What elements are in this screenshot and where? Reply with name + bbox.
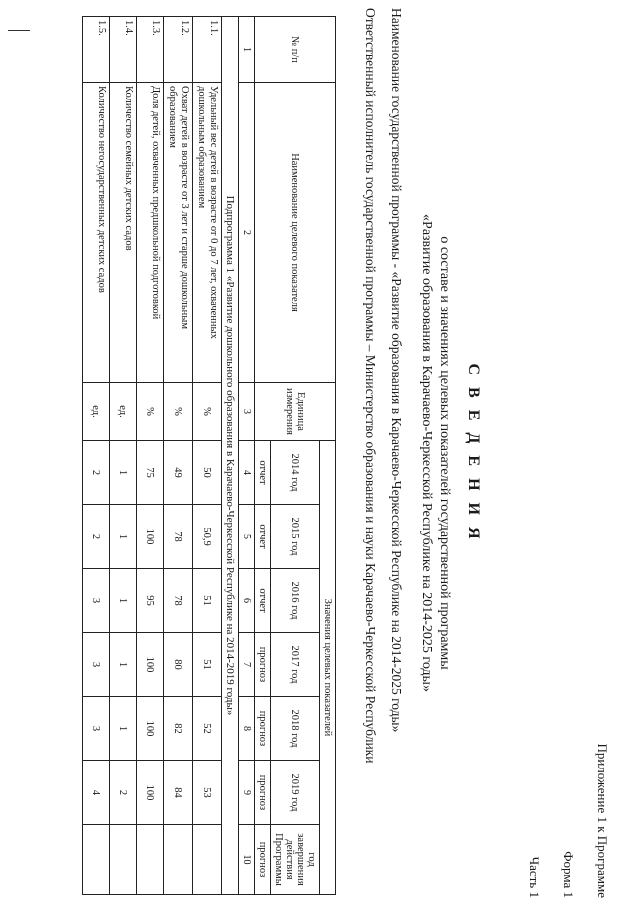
indicator-name: Количество семейных детских садов — [110, 83, 137, 383]
column-number: 2 — [239, 83, 255, 383]
value-cell: 1 — [110, 505, 137, 569]
indicators-table — [82, 16, 336, 895]
table-row — [83, 17, 110, 895]
col-name-header: Наименование целевого показателя — [255, 83, 336, 383]
unit-cell: % — [137, 383, 164, 441]
value-cell: 50,9 — [193, 505, 222, 569]
column-number: 5 — [239, 505, 255, 569]
col-unit-header: Единица измерения — [255, 383, 336, 441]
value-cell: 53 — [193, 761, 222, 825]
unit-cell: ед. — [110, 383, 137, 441]
value-cell: 80 — [164, 633, 193, 697]
document-title: С В Е Д Е Н И Я — [465, 363, 482, 543]
row-number: 1.5. — [83, 17, 110, 83]
unit-cell: % — [164, 383, 193, 441]
value-cell: 100 — [137, 633, 164, 697]
status-header: прогноз — [255, 697, 271, 761]
value-cell — [164, 825, 193, 895]
column-number: 1 — [239, 17, 255, 83]
header-row-1 — [320, 17, 336, 895]
value-cell — [193, 825, 222, 895]
status-header: прогноз — [255, 825, 271, 895]
indicator-name: Доля детей, охваченных предшкольной подготовкой — [137, 83, 164, 383]
value-cell: 100 — [137, 761, 164, 825]
column-number: 4 — [239, 441, 255, 505]
value-cell: 1 — [110, 569, 137, 633]
year-header: 2019 год — [271, 761, 320, 825]
program-name: Наименование государственной программы - «Развитие образования в Карачаево-Черкесской Республике на 2014-2025 годы» — [389, 8, 404, 733]
table-row — [164, 17, 193, 895]
value-cell: 78 — [164, 569, 193, 633]
value-cell: 50 — [193, 441, 222, 505]
year-header: 2014 год — [271, 441, 320, 505]
value-cell: 49 — [164, 441, 193, 505]
row-number: 1.2. — [164, 17, 193, 83]
subtitle-line-1: о составе и значениях целевых показателей государственной программы — [437, 236, 452, 670]
value-cell — [137, 825, 164, 895]
value-cell: 4 — [83, 761, 110, 825]
unit-cell: % — [193, 383, 222, 441]
status-header: отчет — [255, 441, 271, 505]
value-cell: 2 — [83, 441, 110, 505]
column-number: 3 — [239, 383, 255, 441]
value-cell: 75 — [137, 441, 164, 505]
status-header: отчет — [255, 569, 271, 633]
subtitle-line-2: «Развитие образования в Карачаево-Черкесской Республике на 2014-2025 годы» — [419, 214, 434, 692]
value-cell: 78 — [164, 505, 193, 569]
value-cell: 100 — [137, 697, 164, 761]
responsible-executor: Ответственный исполнитель государственной программы – Министерство образования и науки Карачаево-Черкесской Республики — [363, 8, 378, 764]
value-cell: 51 — [193, 569, 222, 633]
value-cell: 2 — [83, 505, 110, 569]
values-header: Значения целевых показателей — [320, 441, 336, 895]
value-cell: 1 — [110, 441, 137, 505]
part-label: Часть 1 — [527, 856, 542, 898]
column-number-row — [239, 17, 255, 895]
column-number: 8 — [239, 697, 255, 761]
col-no-header: № п/п — [255, 17, 336, 83]
value-cell — [83, 825, 110, 895]
table-row — [137, 17, 164, 895]
indicator-name: Охват детей в возрасте от 3 лет и старше дошкольным образованием — [164, 83, 193, 383]
status-header: прогноз — [255, 633, 271, 697]
table-row — [193, 17, 222, 895]
row-number: 1.3. — [137, 17, 164, 83]
unit-cell: ед. — [83, 383, 110, 441]
appendix-label: Приложение 1 к Программе — [595, 743, 610, 898]
indicator-name: Удельный вес детей в возрасте от 0 до 7 лет, охваченных дошкольным образованием — [193, 83, 222, 383]
status-header: отчет — [255, 505, 271, 569]
indicator-name: Количество негосударственных детских садов — [83, 83, 110, 383]
value-cell: 95 — [137, 569, 164, 633]
subprogram-row — [222, 17, 239, 895]
value-cell: 3 — [83, 569, 110, 633]
value-cell: 3 — [83, 697, 110, 761]
year-header: год завершения действия Программы — [271, 825, 320, 895]
subprogram-title: Подпрограмма 1 «Развитие дошкольного образования в Карачаево-Черкесской Республике на 2014-2019 годы» — [222, 17, 239, 895]
row-number: 1.4. — [110, 17, 137, 83]
year-header: 2016 год — [271, 569, 320, 633]
year-header: 2015 год — [271, 505, 320, 569]
form-label: Форма 1 — [561, 851, 576, 898]
value-cell: 82 — [164, 697, 193, 761]
column-number: 6 — [239, 569, 255, 633]
rotated-sheet — [20, 8, 620, 898]
status-header: прогноз — [255, 761, 271, 825]
column-number: 7 — [239, 633, 255, 697]
column-number: 10 — [239, 825, 255, 895]
value-cell: 3 — [83, 633, 110, 697]
value-cell: 100 — [137, 505, 164, 569]
value-cell: 84 — [164, 761, 193, 825]
value-cell: 1 — [110, 633, 137, 697]
year-header: 2018 год — [271, 697, 320, 761]
value-cell: 2 — [110, 761, 137, 825]
value-cell: 52 — [193, 697, 222, 761]
row-number: 1.1. — [193, 17, 222, 83]
value-cell — [110, 825, 137, 895]
value-cell: 51 — [193, 633, 222, 697]
value-cell: 1 — [110, 697, 137, 761]
column-number: 9 — [239, 761, 255, 825]
indicator-rows — [83, 17, 222, 895]
table-row — [110, 17, 137, 895]
year-header: 2017 год — [271, 633, 320, 697]
